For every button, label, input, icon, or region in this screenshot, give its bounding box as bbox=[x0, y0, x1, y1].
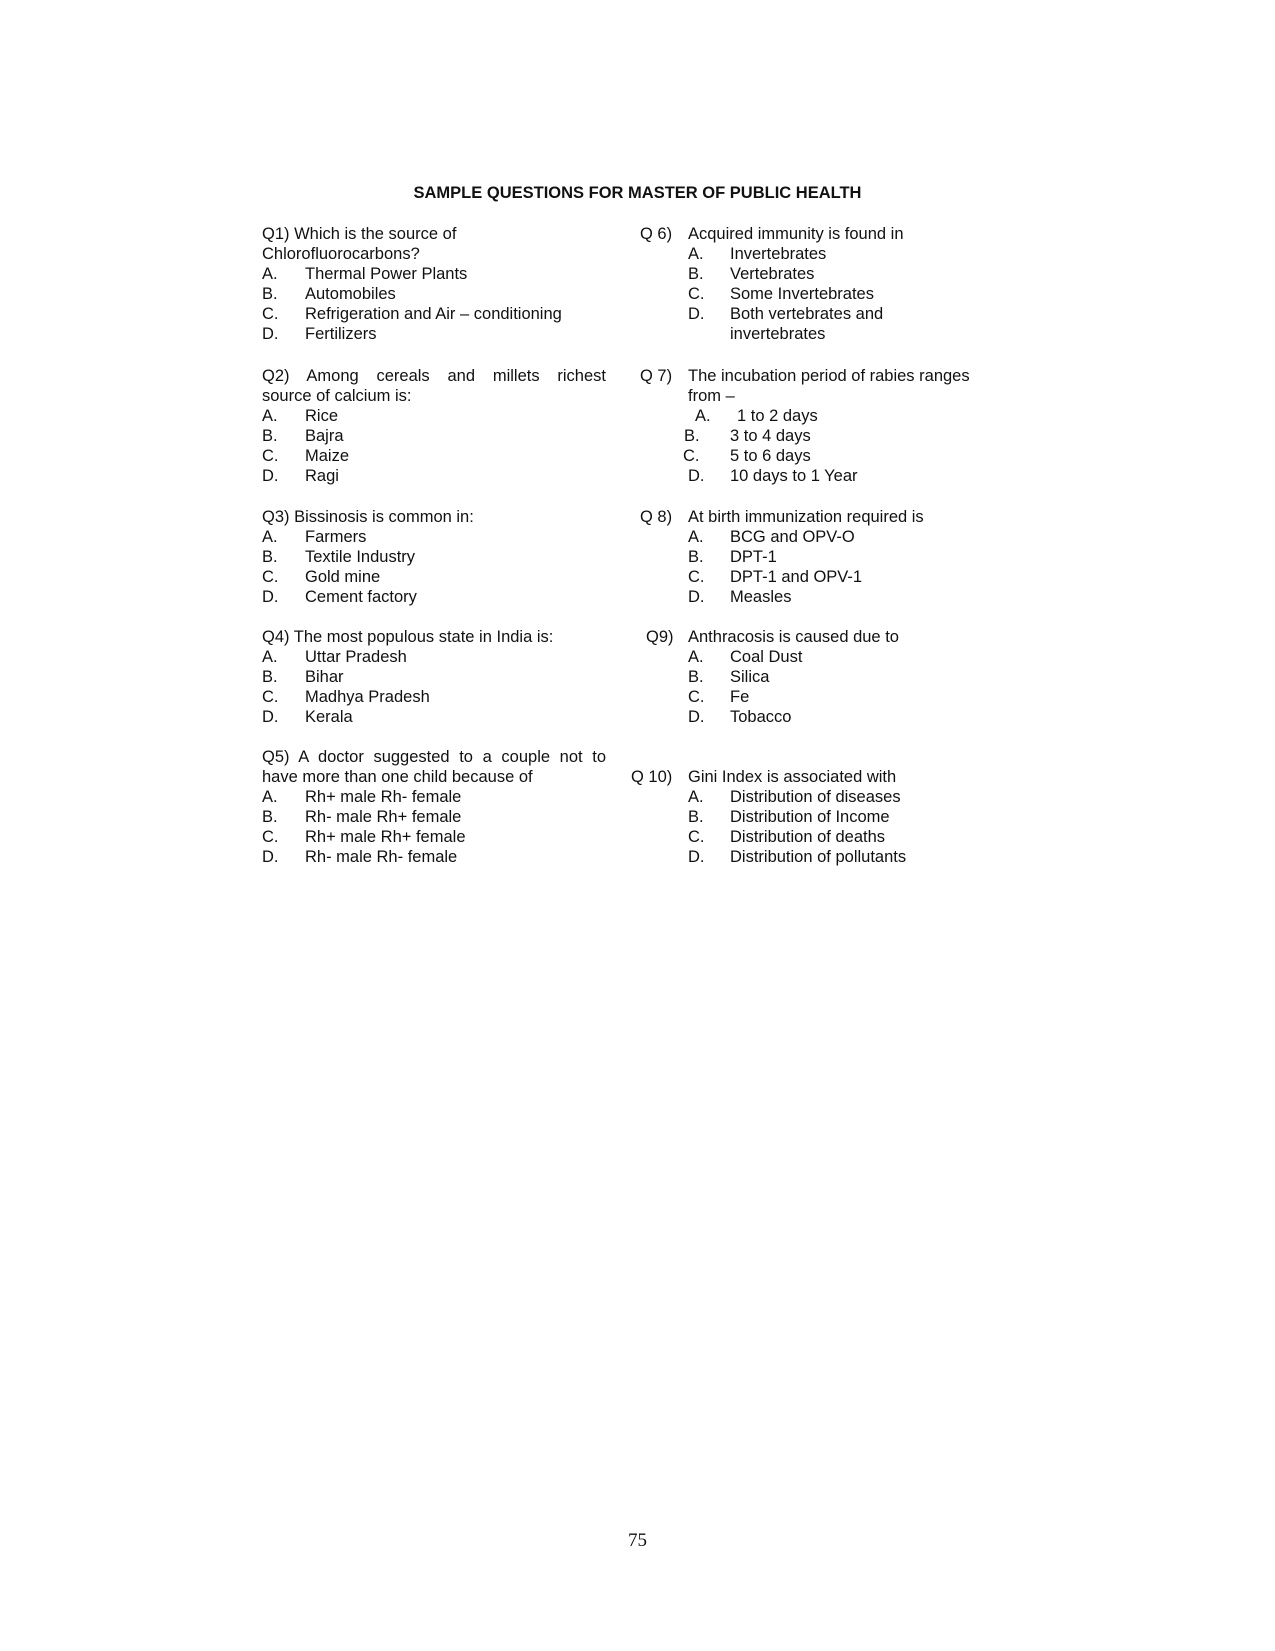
question-number: Q 8) bbox=[640, 508, 673, 526]
option-c: C. Distribution of deaths bbox=[688, 828, 886, 846]
option-d: D. 10 days to 1 Year bbox=[688, 467, 858, 485]
question-7 bbox=[640, 366, 1020, 486]
question-stem-line: Q4) The most populous state in India is: bbox=[262, 628, 554, 646]
question-8 bbox=[640, 507, 1020, 607]
question-stem-line: Chlorofluorocarbons? bbox=[262, 245, 420, 263]
option-b: B. Textile Industry bbox=[262, 548, 416, 566]
option-c: C. Madhya Pradesh bbox=[262, 688, 430, 706]
page-title: SAMPLE QUESTIONS FOR MASTER OF PUBLIC HEALTH bbox=[413, 184, 862, 202]
option-d: D. Measles bbox=[688, 588, 792, 606]
question-stem-line: Acquired immunity is found in bbox=[688, 225, 904, 243]
question-stem-line: Gini Index is associated with bbox=[688, 768, 897, 786]
page-number: 75 bbox=[628, 1530, 647, 1551]
option-c: C. Gold mine bbox=[262, 568, 381, 586]
question-stem-line: The incubation period of rabies ranges bbox=[688, 367, 970, 385]
question-stem-line: Anthracosis is caused due to bbox=[688, 628, 899, 646]
question-stem-line: Q5) A doctor suggested to a couple not to bbox=[262, 748, 606, 766]
question-1 bbox=[262, 224, 606, 344]
option-c: C. DPT-1 and OPV-1 bbox=[688, 568, 863, 586]
option-b: B. Silica bbox=[688, 668, 770, 686]
option-b: B. Bihar bbox=[262, 668, 344, 686]
option-b: B. Rh- male Rh+ female bbox=[262, 808, 462, 826]
option-d: D. Distribution of pollutants bbox=[688, 848, 907, 866]
option-a: A. Invertebrates bbox=[688, 245, 827, 263]
option-c: C. Refrigeration and Air – conditioning bbox=[262, 305, 562, 323]
option-d-continuation: invertebrates bbox=[730, 325, 826, 343]
question-stem-line: source of calcium is: bbox=[262, 387, 412, 405]
question-number: Q 10) bbox=[631, 768, 673, 786]
option-d: D. Kerala bbox=[262, 708, 353, 726]
option-a: A. Farmers bbox=[262, 528, 367, 546]
option-a: A. BCG and OPV-O bbox=[688, 528, 855, 546]
option-a: A. Rh+ male Rh- female bbox=[262, 788, 462, 806]
question-2 bbox=[262, 366, 606, 486]
option-b: B. DPT-1 bbox=[688, 548, 777, 566]
option-c: C. Fe bbox=[688, 688, 750, 706]
question-number: Q9) bbox=[646, 628, 674, 646]
option-b: B. Distribution of Income bbox=[688, 808, 890, 826]
option-b: B. 3 to 4 days bbox=[684, 427, 811, 445]
option-d: D. Fertilizers bbox=[262, 325, 377, 343]
option-d: D. Both vertebrates and bbox=[688, 305, 884, 323]
question-stem-line: Q2) Among cereals and millets richest bbox=[262, 367, 606, 385]
option-d: D. Cement factory bbox=[262, 588, 417, 606]
question-10 bbox=[631, 767, 1021, 867]
option-d: D. Tobacco bbox=[688, 708, 792, 726]
option-b: B. Vertebrates bbox=[688, 265, 815, 283]
question-4 bbox=[262, 627, 606, 727]
question-6 bbox=[640, 224, 1020, 344]
question-9 bbox=[640, 627, 1020, 727]
question-number: Q 7) bbox=[640, 367, 673, 385]
option-a: A. Uttar Pradesh bbox=[262, 648, 407, 666]
option-a: A. Coal Dust bbox=[688, 648, 803, 666]
question-stem-line: At birth immunization required is bbox=[688, 508, 924, 526]
option-a: A. Distribution of diseases bbox=[688, 788, 901, 806]
option-c: C. Some Invertebrates bbox=[688, 285, 874, 303]
question-stem-line: from – bbox=[688, 387, 735, 405]
option-a: A. 1 to 2 days bbox=[695, 407, 818, 425]
option-c: C. 5 to 6 days bbox=[683, 447, 811, 465]
question-stem-line: Q1) Which is the source of bbox=[262, 225, 457, 243]
question-stem-line: Q3) Bissinosis is common in: bbox=[262, 508, 474, 526]
option-a: A. Rice bbox=[262, 407, 339, 425]
question-5 bbox=[262, 747, 606, 867]
option-d: D. Ragi bbox=[262, 467, 339, 485]
question-number: Q 6) bbox=[640, 225, 673, 243]
option-b: B. Automobiles bbox=[262, 285, 396, 303]
question-3 bbox=[262, 507, 606, 607]
option-c: C. Rh+ male Rh+ female bbox=[262, 828, 466, 846]
option-c: C. Maize bbox=[262, 447, 350, 465]
question-stem-line: have more than one child because of bbox=[262, 768, 533, 786]
option-a: A. Thermal Power Plants bbox=[262, 265, 468, 283]
option-d: D. Rh- male Rh- female bbox=[262, 848, 458, 866]
option-b: B. Bajra bbox=[262, 427, 344, 445]
